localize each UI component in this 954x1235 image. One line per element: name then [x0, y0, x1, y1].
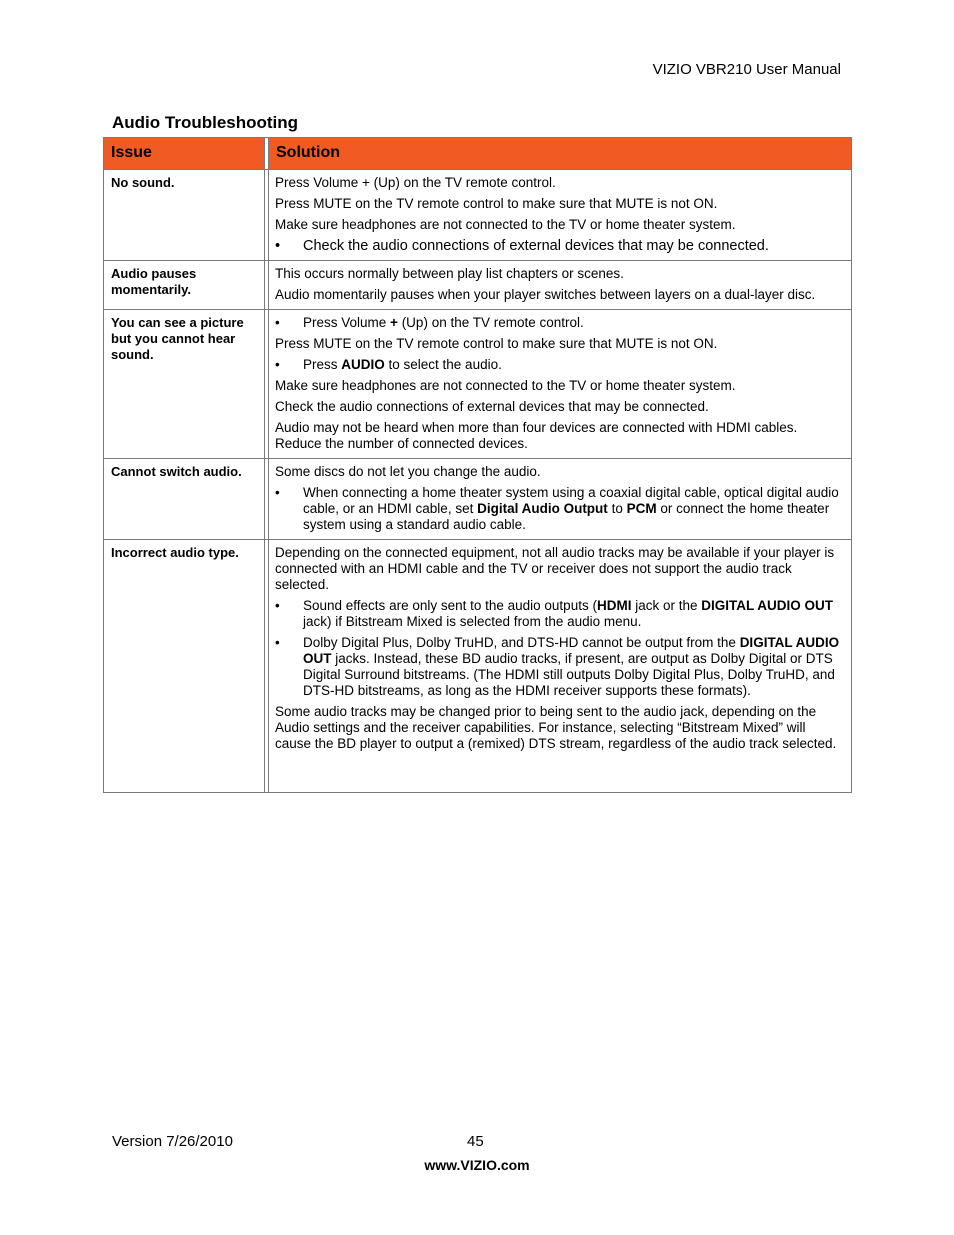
section-title: Audio Troubleshooting [112, 113, 299, 132]
solution-bullet [275, 357, 844, 373]
bullet-text [303, 598, 844, 630]
solution-bullet [275, 238, 844, 254]
bullet-text: Check the audio connections of external devices that may be connected. [303, 238, 769, 254]
bullet-text [303, 635, 844, 699]
text-span: Press Volume [303, 315, 391, 330]
solution-text: Audio momentarily pauses when your player switches between layers on a dual-layer disc. [275, 287, 816, 302]
text-span: jack or the [631, 598, 702, 613]
issue-cell: You can see a picture but you cannot hear sound. [104, 310, 265, 459]
bullet-text [303, 315, 584, 331]
solution-text: Check the audio connections of external devices that may be connected. [275, 399, 709, 414]
bold-text: DIGITAL AUDIO OUT [701, 598, 833, 613]
table-row [104, 310, 852, 459]
bullet-text [303, 485, 844, 533]
table-header-row [104, 138, 852, 170]
solution-text: Depending on the connected equipment, not all audio tracks may be available if your player is connected with an HDMI cable and the TV or receiver does not support the audio track selected. [275, 545, 835, 592]
bold-text: Digital Audio Output [477, 501, 608, 516]
text-span: jack) if Bitstream Mixed is selected from the audio menu. [303, 614, 642, 629]
issue-cell: Cannot switch audio. [104, 459, 265, 540]
text-span: When connecting a home theater system using a coaxial digital cable, optical digital audio cable, or an HDMI cable, set [303, 485, 839, 516]
bold-text: DIGITAL AUDIO OUT [303, 635, 840, 666]
website-link[interactable]: www.VIZIO.com [424, 1157, 530, 1173]
solution-bullet [275, 598, 844, 630]
bullet-icon: • [275, 485, 280, 500]
table-row [104, 261, 852, 310]
text-span: jacks. Instead, these BD audio tracks, if present, are output as Dolby Digital or DTS Digital Surround bitstreams. (The HDMI still outputs Dolby Digital Plus, Dolby TruHD, and DTS-HD bitstreams, as long as the HDMI receiver supports these formats). [303, 651, 835, 698]
bold-text: AUDIO [341, 357, 385, 372]
solution-text: This occurs normally between play list chapters or scenes. [275, 266, 624, 281]
solution-text: Audio may not be heard when more than four devices are connected with HDMI cables. Reduce the number of connected devices. [275, 420, 798, 451]
solution-cell [269, 310, 852, 459]
solution-text: Press Volume + (Up) on the TV remote control. [275, 175, 556, 190]
bullet-icon: • [275, 598, 280, 613]
issue-cell: No sound. [104, 170, 265, 261]
table-row [104, 459, 852, 540]
text-span: to [607, 501, 627, 516]
solution-text: Press MUTE on the TV remote control to make sure that MUTE is not ON. [275, 336, 718, 351]
solution-text: Make sure headphones are not connected to the TV or home theater system. [275, 217, 736, 232]
issue-cell: Incorrect audio type. [104, 540, 265, 793]
table-row [104, 170, 852, 261]
solution-cell [269, 170, 852, 261]
solution-cell [269, 459, 852, 540]
solution-text: Some discs do not let you change the audio. [275, 464, 541, 479]
bold-text: PCM [626, 501, 657, 516]
text-span: or connect the home theater system using a standard audio cable. [303, 501, 830, 532]
text-span: Dolby Digital Plus, Dolby TruHD, and DTS-HD cannot be output from the [303, 635, 740, 650]
table-row [104, 540, 852, 793]
bullet-icon: • [275, 315, 280, 330]
text-span: to select the audio. [384, 357, 502, 372]
solution-cell [269, 540, 852, 793]
version-label: Version 7/26/2010 [112, 1133, 233, 1150]
solution-text: Make sure headphones are not connected to the TV or home theater system. [275, 378, 736, 393]
bold-text: HDMI [596, 598, 632, 613]
solution-cell [269, 261, 852, 310]
solution-text: Some audio tracks may be changed prior to being sent to the audio jack, depending on the Audio settings and the receiver capabilities. For instance, selecting “Bitstream Mixed” will cause the BD player to output a (remixed) DTS stream, regardless of the audio track selected. [275, 704, 837, 751]
column-header-solution: Solution [269, 138, 852, 170]
text-span: Press [303, 357, 342, 372]
issue-cell: Audio pauses momentarily. [104, 261, 265, 310]
bullet-icon: • [275, 357, 280, 372]
bullet-icon: • [275, 635, 280, 650]
text-span: (Up) on the TV remote control. [397, 315, 584, 330]
solution-text: Press MUTE on the TV remote control to make sure that MUTE is not ON. [275, 196, 718, 211]
text-span: Sound effects are only sent to the audio outputs ( [303, 598, 597, 613]
solution-bullet [275, 635, 844, 699]
page-number: 45 [467, 1133, 484, 1150]
bullet-icon: • [275, 238, 281, 254]
bold-text: + [390, 315, 398, 330]
solution-bullet [275, 315, 844, 331]
solution-bullet [275, 485, 844, 533]
troubleshooting-table [103, 137, 852, 793]
manual-title: VIZIO VBR210 User Manual [652, 61, 841, 78]
column-header-issue: Issue [104, 138, 265, 170]
bullet-text [303, 357, 502, 373]
